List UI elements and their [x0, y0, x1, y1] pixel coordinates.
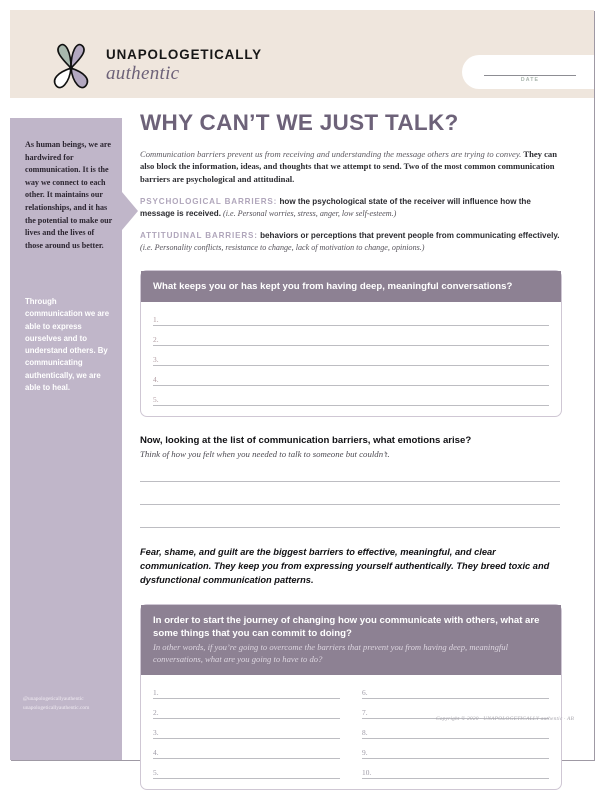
question-box-1-body [141, 302, 561, 416]
barrier-definition: how the psychological state of the receiver will influence how the message is received. [140, 197, 531, 218]
line-number: 1. [153, 688, 159, 698]
barrier-tag: PSYCHOLOGICAL BARRIERS: [140, 197, 278, 207]
emotions-subtitle: Think of how you felt when you needed to talk to someone but couldn’t. [140, 449, 390, 460]
date-label: DATE [520, 77, 540, 83]
answer-line[interactable] [153, 309, 549, 326]
barrier-psychological [140, 196, 560, 219]
line-number: 8. [362, 728, 368, 738]
answer-line[interactable] [153, 682, 340, 699]
answer-line[interactable] [362, 682, 549, 699]
answer-line[interactable] [153, 329, 549, 346]
social-handle: @unapologeticallyauthentic [23, 696, 84, 703]
brand-logo [44, 40, 274, 96]
line-number: 2. [153, 708, 159, 718]
answer-column-left [153, 679, 340, 779]
question-box-1 [140, 270, 562, 417]
sidebar [10, 118, 122, 760]
answer-line[interactable] [153, 742, 340, 759]
answer-line[interactable] [362, 762, 549, 779]
line-number: 4. [153, 375, 159, 385]
logo-wordmark [106, 48, 262, 83]
barrier-example: (i.e. Personal worries, stress, anger, low self-esteem.) [221, 208, 397, 218]
intro-paragraph [140, 148, 560, 186]
blank-answer-line[interactable] [140, 465, 560, 482]
blank-answer-line[interactable] [140, 511, 560, 528]
logo-top-text: UNAPOLOGETICALLY [106, 47, 263, 62]
line-number: 6. [362, 688, 368, 698]
emotions-section [140, 434, 560, 528]
barrier-tag: ATTITUDINAL BARRIERS: [140, 231, 258, 241]
question-box-2-subtitle: In other words, if you’re going to overcome the barriers that prevent you from having deep, meaningful conversations, what are you going to have to do? [153, 642, 508, 665]
line-number: 3. [153, 728, 159, 738]
question-box-2 [140, 604, 562, 790]
line-number: 5. [153, 768, 159, 778]
worksheet-page [10, 10, 594, 778]
line-number: 7. [362, 708, 368, 718]
answer-line[interactable] [362, 722, 549, 739]
intro-rest: They can also block the information, ideas, and thoughts that we attempt to send. Two of the most common communication barriers are psychological and attitudinal. [140, 148, 557, 184]
answer-line[interactable] [153, 722, 340, 739]
date-field[interactable] [462, 55, 594, 89]
question-box-1-title: What keeps you or has kept you from having deep, meaningful conversations? [153, 280, 513, 292]
butterfly-logo-icon [44, 40, 98, 94]
intro-lead: Communication barriers prevent us from receiving and understanding the message others are trying to convey. [140, 148, 522, 159]
question-box-1-header [141, 271, 561, 302]
answer-line[interactable] [153, 369, 549, 386]
sidebar-footer [23, 695, 121, 712]
statement-text: Fear, shame, and guilt are the biggest barriers to effective, meaningful, and clear communication. They keep you from expressing yourself authentically. They breed toxic and dysfunctional communication patterns. [140, 547, 550, 586]
line-number: 1. [153, 315, 159, 325]
emotions-question: Now, looking at the list of communication barriers, what emotions arise? [140, 435, 472, 447]
line-number: 9. [362, 748, 368, 758]
blank-answer-line[interactable] [140, 488, 560, 505]
logo-bottom-text: authentic [106, 63, 180, 85]
line-number: 10. [362, 768, 372, 778]
barrier-definition: behaviors or perceptions that prevent people from communicating effectively. [257, 231, 560, 241]
answer-line[interactable] [153, 349, 549, 366]
sidebar-arrow-pointer [122, 192, 138, 230]
website-url: unapologeticallyauthentic.com [23, 704, 90, 711]
question-box-2-header [141, 605, 561, 675]
sidebar-paragraph-2: Through communication we are able to express ourselves and to understand others. By communicating authentically, we are able to heal. [25, 297, 110, 393]
answer-column-right [362, 679, 549, 779]
answer-line[interactable] [362, 742, 549, 759]
question-box-2-title: In order to start the journey of changing how you communicate with others, what are some things that you can commit to doing? [153, 614, 540, 640]
barrier-example: (i.e. Personality conflicts, resistance to change, lack of motivation to change, opinions.) [140, 243, 425, 253]
copyright-notice: Copyright © 2020 · UNAPOLOGETICALLY authentic · AB [435, 716, 574, 722]
main-content [140, 98, 574, 790]
answer-line[interactable] [153, 762, 340, 779]
line-number: 3. [153, 355, 159, 365]
answer-line[interactable] [153, 702, 340, 719]
question-box-2-body [141, 675, 561, 789]
line-number: 2. [153, 335, 159, 345]
answer-line[interactable] [153, 389, 549, 406]
barrier-attitudinal [140, 230, 560, 253]
page-title: WHY CAN’T WE JUST TALK? [140, 110, 459, 135]
sidebar-paragraph-1: As human beings, we are hardwired for communication. It is the way we connect to each other. It maintains our relationships, and it has the potential to make our lives and the lives of those around us better. [25, 140, 113, 250]
date-rule [484, 75, 576, 76]
line-number: 4. [153, 748, 159, 758]
line-number: 5. [153, 395, 159, 405]
